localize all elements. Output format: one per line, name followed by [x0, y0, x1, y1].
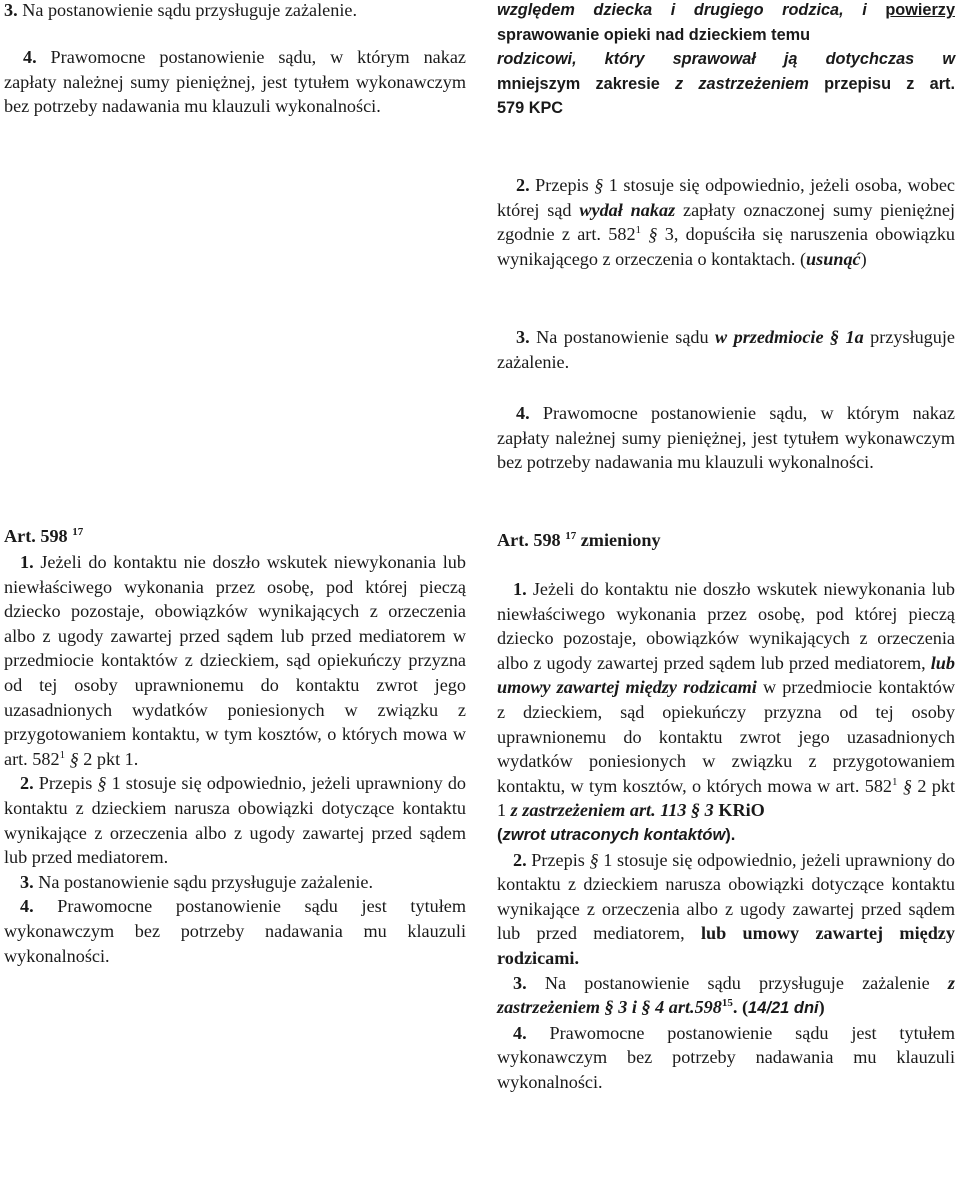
- text: Prawomocne postanowienie sądu jest tytułem wykonawczym bez potrzeby nadawania mu klauzuli wykonalności.: [497, 1022, 955, 1092]
- text: Na postanowienie sądu przysługuje zażalenie: [526, 972, 948, 993]
- left-article-heading: [4, 524, 83, 548]
- text: lub umowy zawartej między rodzicami: [497, 652, 955, 698]
- text: w przedmiocie § 1a: [715, 327, 864, 347]
- right-para-3: [497, 325, 955, 374]
- para-text: Prawomocne postanowienie sądu jest tytułem wykonawczym bez potrzeby nadawania mu klauzuli wykonalności.: [4, 896, 466, 966]
- para-number: 4.: [23, 47, 37, 67]
- para-sup: 1: [59, 748, 66, 761]
- section-sign-icon: §: [686, 800, 705, 821]
- para-number: 2.: [516, 175, 530, 195]
- para-number: 3.: [513, 972, 527, 993]
- para-number: 2.: [20, 773, 34, 794]
- right-article-heading: [497, 528, 661, 552]
- article-sup: 17: [565, 529, 577, 542]
- left-art-para-3: [4, 870, 466, 895]
- text: lub umowy zawartej między rodzicami.: [497, 923, 955, 968]
- text: zapłaty oznaczonej sumy pieniężnej zgodnie z art. 582: [497, 199, 956, 245]
- para-number: 4.: [516, 403, 530, 423]
- right-para-2: [497, 173, 955, 271]
- left-art-para-2: [4, 771, 466, 869]
- text: z zastrzeżeniem: [675, 74, 809, 93]
- right-art-para-2: [497, 848, 955, 971]
- text: przepisu z art.: [808, 74, 955, 93]
- para-number: 3.: [4, 0, 18, 20]
- right-top-line-2: sprawowanie opieki nad dzieckiem temu: [497, 25, 811, 44]
- para-number: 4.: [513, 1022, 527, 1043]
- text: z zastrzeżeniem § 3 i § 4 art.598: [497, 972, 955, 1018]
- section-sign-icon: §: [92, 773, 112, 794]
- right-top-block: [497, 0, 955, 121]
- para-text: Jeżeli do kontaktu nie doszło wskutek niewykonania lub niewłaściwego wykonania przez osobę, pod której pieczą dziecko pozostaje, obowiązków wynikających z orzeczenia albo z ugody zawartej przed sądem lub przed mediatorem w przedmiocie kontaktów z dzieckiem, sąd opiekuńczy przyzna od tej osoby uprawnionemu do kontaktu zwrot jego uzasadnionych wydatków poniesionych w związku z przygotowaniem kontaktu, w tym kosztów, o których mowa w art. 582: [4, 552, 466, 769]
- text: ): [860, 248, 867, 269]
- text: 14/21 dni: [748, 999, 819, 1018]
- text: KRiO: [713, 800, 765, 821]
- para-text: Prawomocne postanowienie sądu, w którym nakaz zapłaty należnej sumy pieniężnej, jest tytułem wykonawczym bez potrzeby nadawania mu klauzuli wykonalności.: [4, 47, 466, 117]
- text: 2 pkt 1: [497, 775, 956, 821]
- article-label: Art. 598: [497, 530, 561, 550]
- text: względem dziecka i drugiego rodzica, i: [497, 1, 886, 19]
- text: . (: [732, 997, 749, 1018]
- article-sup: 17: [72, 525, 84, 538]
- text: mniejszym zakresie: [497, 74, 676, 93]
- text: przysługuje zażalenie.: [497, 327, 955, 372]
- text: Przepis § 1 stosuje się odpowiednio, jeżeli uprawniony do kontaktu z dzieckiem narusza obowiązki dotyczące kontaktu wynikające z orzeczenia albo z ugody zawartej przed sądem lub przed mediatorem,: [497, 849, 956, 944]
- para-number: 3.: [20, 871, 34, 892]
- section-sign-icon: §: [69, 748, 79, 769]
- right-article-body: [497, 577, 955, 1094]
- left-art-para-1: [4, 550, 466, 771]
- section-sign-icon: §: [600, 997, 619, 1018]
- left-top-para-4: [4, 45, 466, 119]
- text: w przedmiocie kontaktów z dzieckiem, sąd opiekuńczy przyzna od tej osoby uprawnionemu do kontaktu zwrot jego uzasadnionych wydatków poniesionych w związku z przygotowaniem kontaktu, w tym kosztów, o których mowa w art. 582: [497, 677, 955, 796]
- para-text: Na postanowienie sądu przysługuje zażalenie.: [33, 871, 374, 892]
- section-sign-icon: §: [902, 775, 912, 796]
- para-text: Przepis § 1 stosuje się odpowiednio, jeżeli uprawniony do kontaktu z dzieckiem narusza obowiązki dotyczące kontaktu wynikające z orzeczenia albo z ugody zawartej przed sądem lub przed mediatorem.: [4, 773, 467, 868]
- text: powierzy: [885, 1, 955, 19]
- right-para-4: [497, 401, 955, 475]
- right-top-line-3: rodzicowi, który sprawował ją dotychczas w: [497, 50, 955, 69]
- left-art-para-4: [4, 894, 466, 968]
- section-sign-icon: §: [588, 175, 609, 195]
- article-suffix: zmieniony: [576, 530, 661, 550]
- right-art-note: [497, 823, 955, 848]
- text: ): [818, 997, 825, 1018]
- section-sign-icon: §: [823, 327, 846, 347]
- text: wydał nakaz: [579, 199, 676, 220]
- text: Jeżeli do kontaktu nie doszło wskutek niewykonania lub niewłaściwego wykonania przez osobę, pod której pieczą dziecko pozostaje, obowiązków wynikających z orzeczenia albo z ugody zawartej przed sądem lub przed mediatorem,: [497, 579, 955, 673]
- text: (: [497, 825, 503, 844]
- section-sign-icon: §: [641, 224, 665, 245]
- left-top-para-3: [4, 0, 466, 23]
- text: Na postanowienie sądu: [529, 327, 716, 347]
- section-sign-icon: §: [584, 849, 604, 870]
- text: Przepis § 1 stosuje się odpowiednio, jeżeli osoba, wobec której sąd: [497, 175, 955, 220]
- para-number: 2.: [513, 849, 527, 870]
- right-art-para-1: [497, 577, 955, 823]
- para-number: 1.: [20, 552, 34, 572]
- right-top-line-5: 579 KPC: [497, 99, 564, 118]
- text: § 3, dopuściła się naruszenia obowiązku wynikającego z orzeczenia o kontaktach. (: [497, 224, 956, 269]
- text: 1: [635, 224, 642, 237]
- article-label: Art. 598: [4, 526, 68, 546]
- para-text: 2 pkt 1.: [78, 748, 139, 769]
- text: Prawomocne postanowienie sądu, w którym nakaz zapłaty należnej sumy pieniężnej, jest tytułem wykonawczym bez potrzeby nadawania mu klauzuli wykonalności.: [497, 403, 955, 473]
- right-art-para-3: [497, 971, 955, 1021]
- text: usunąć: [806, 248, 861, 269]
- right-art-para-4: [497, 1021, 955, 1095]
- para-number: 4.: [20, 896, 34, 917]
- text: 15: [721, 997, 733, 1010]
- para-number: 3.: [516, 327, 530, 347]
- para-number: 1.: [513, 579, 527, 599]
- text: ).: [725, 825, 736, 844]
- para-text: Na postanowienie sądu przysługuje zażalenie.: [17, 0, 358, 20]
- text: 1: [892, 775, 898, 788]
- section-sign-icon: §: [636, 997, 656, 1018]
- text: z zastrzeżeniem art. 113 § 3: [510, 800, 714, 821]
- right-top-line-4: [497, 72, 955, 97]
- left-article-body: [4, 550, 466, 968]
- right-top-line-1: [497, 0, 955, 23]
- text: zwrot utraconych kontaktów: [502, 825, 726, 844]
